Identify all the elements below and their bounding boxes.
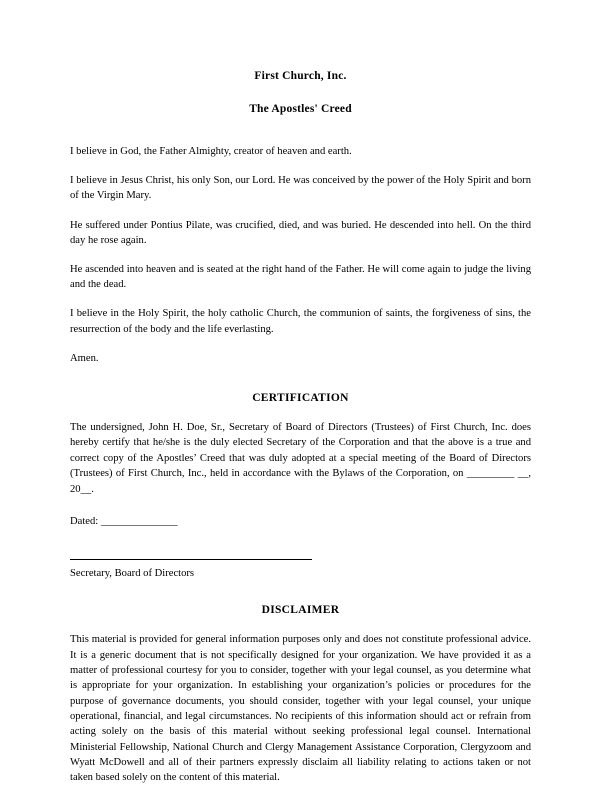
document-content	[70, 0, 531, 785]
dated-line	[70, 497, 531, 529]
signature-label: Secretary, Board of Directors	[70, 568, 195, 580]
certification-body: The undersigned, John H. Doe, Sr., Secretary of Board of Directors (Trustees) of First Church, Inc. does hereby certify that he/she is the duly elected Secretary of the Corporation and that the above is a true and correct copy of the Apostles’ Creed that was duly adopted at a special meeting of the Board of Directors (Trustees) of First Church, Inc., held in accordance with the Bylaws of the Corporation, on _________ __, 20__.	[70, 422, 531, 495]
signature-block	[70, 529, 531, 581]
certification-section	[70, 404, 531, 581]
creed-amen: Amen.	[70, 352, 99, 364]
disclaimer-section	[70, 616, 531, 785]
dated-blank-field[interactable]: _______________	[100, 516, 178, 528]
creed-paragraph: He suffered under Pontius Pilate, was crucified, died, and was buried. He descended into hell. On the third day he rose again.	[70, 219, 531, 246]
disclaimer-body: This material is provided for general information purposes only and does not constitute professional advice. It is a generic document that is not specifically designed for your organization. We have provided it as a matter of professional courtesy for you to consider, together with your legal counsel, as you determine what is appropriate for your organization. In establishing your organization’s policies or procedures for the purpose of governance documents, you should consider, together with your legal counsel, your unique operational, financial, and legal circumstances. No recipients of this information should act or refrain from acting solely on the basis of this material without seeking professional legal counsel. International Ministerial Fellowship, National Church and Clergy Management Assistance Corporation, Clergyzoom and Wyatt McDowell and all of their partners expressly disclaim all liability relating to actions taken or not taken based solely on the content of this material.	[70, 634, 531, 784]
certification-heading: CERTIFICATION	[252, 392, 349, 405]
creed-paragraph: I believe in God, the Father Almighty, creator of heaven and earth.	[70, 146, 352, 157]
dated-label: Dated:	[70, 516, 99, 528]
creed-section	[70, 115, 531, 366]
document-subtitle: The Apostles' Creed	[249, 103, 352, 115]
document-title: First Church, Inc.	[254, 70, 347, 82]
creed-paragraph: He ascended into heaven and is seated at the right hand of the Father. He will come again to judge the living and the dead.	[70, 264, 531, 291]
creed-paragraph: I believe in the Holy Spirit, the holy catholic Church, the communion of saints, the forgiveness of sins, the resurrection of the body and the life everlasting.	[70, 308, 531, 335]
disclaimer-heading: DISCLAIMER	[261, 604, 340, 617]
creed-paragraph: I believe in Jesus Christ, his only Son, our Lord. He was conceived by the power of the Holy Spirit and born of the Virgin Mary.	[70, 175, 531, 202]
